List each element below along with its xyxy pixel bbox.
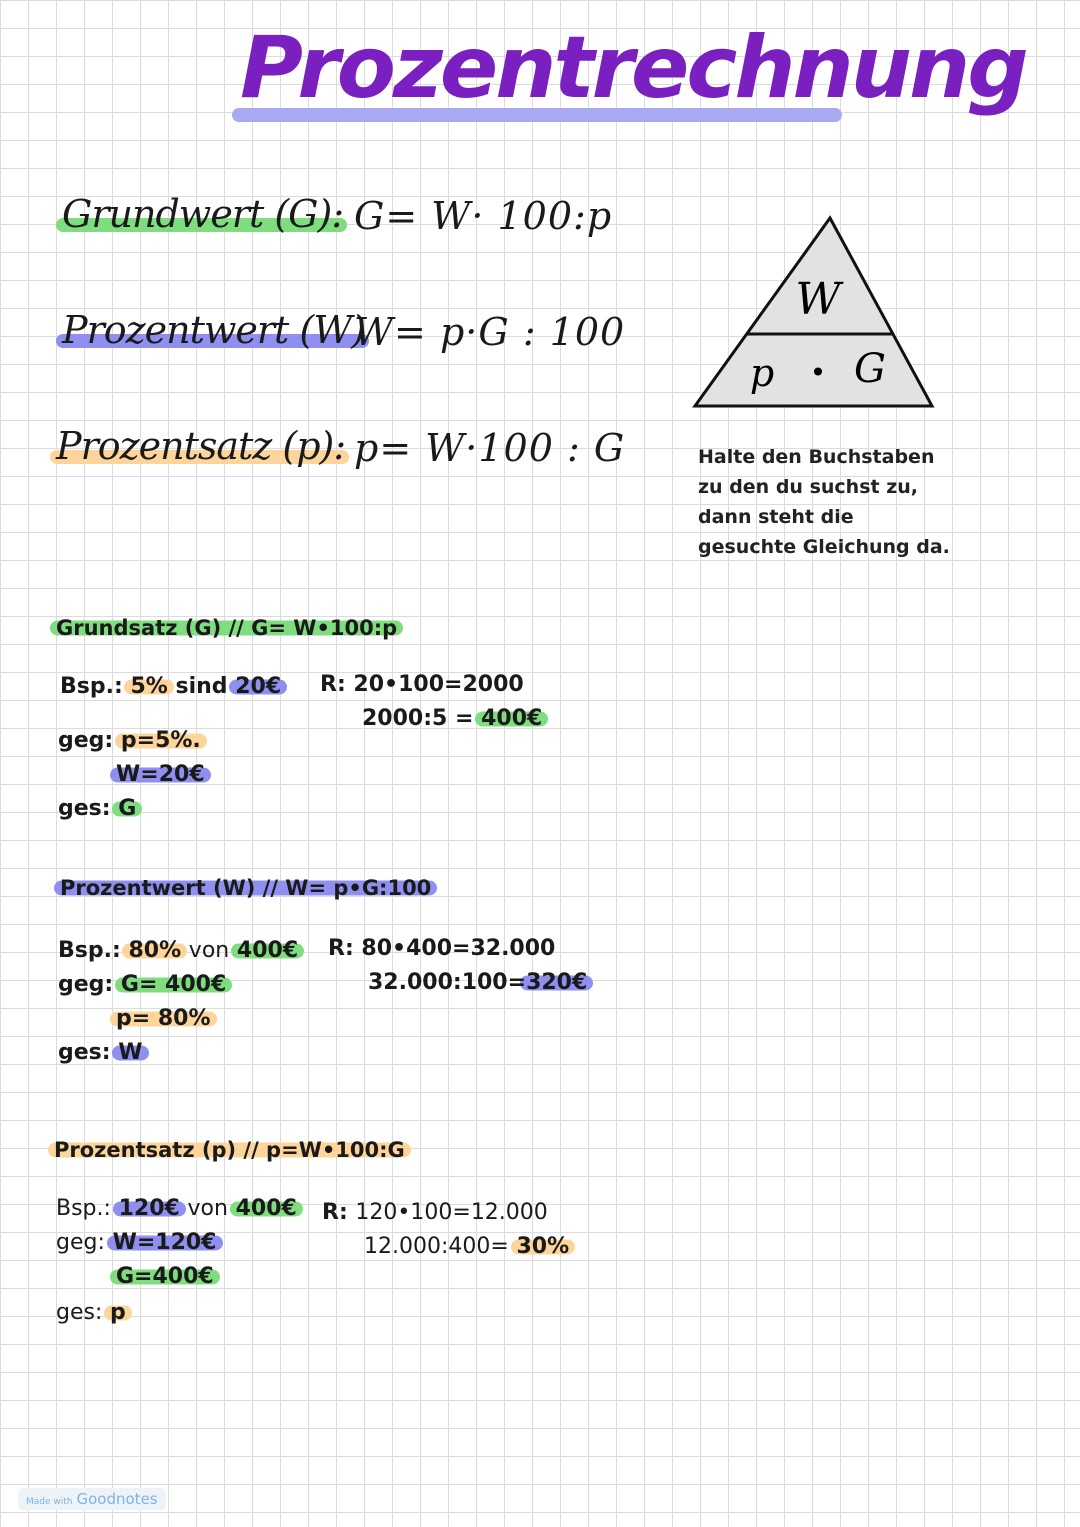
- example-line-grundsatz: Bsp.: 5% sind 20€: [60, 674, 282, 699]
- triangle-top-letter: W: [795, 274, 841, 325]
- section-heading-grundsatz: Grundsatz (G) // G= W•100:p: [56, 616, 398, 640]
- given-line-2-prozentsatz: G=400€: [116, 1264, 214, 1289]
- formula-triangle: [690, 210, 940, 415]
- calculation-line-1-prozentsatz: R: 120•100=12.000: [322, 1200, 548, 1225]
- calculation-line-1-prozentwert: R: 80•400=32.000: [328, 936, 556, 961]
- given-line-1-prozentsatz: geg: W=120€: [56, 1230, 217, 1255]
- hint-text: Halte den Buchstaben zu den du suchst zu, dann steht die gesuchte Gleichung da.: [698, 446, 950, 558]
- triangle-bottom-right-letter: G: [854, 346, 886, 392]
- calculation-line-1-grundsatz: R: 20•100=2000: [320, 672, 524, 697]
- definition-label-grundwert: Grundwert (G):: [62, 192, 343, 236]
- section-heading-prozentwert: Prozentwert (W) // W= p•G:100: [60, 876, 432, 900]
- page-title: Prozentrechnung: [240, 18, 1026, 118]
- section-heading-prozentsatz: Prozentsatz (p) // p=W•100:G: [54, 1138, 405, 1162]
- example-line-prozentsatz: Bsp.: 120€ von 400€: [56, 1196, 297, 1221]
- sought-line-prozentsatz: ges: p: [56, 1300, 126, 1325]
- definition-label-prozentwert: Prozentwert (W): [62, 308, 365, 352]
- given-line-2-prozentwert: p= 80%: [116, 1006, 211, 1031]
- formula-prozentwert: W= p·G : 100: [354, 310, 626, 354]
- definition-label-prozentsatz: Prozentsatz (p):: [56, 424, 345, 468]
- sought-line-prozentwert: ges: W: [58, 1040, 143, 1065]
- goodnotes-badge: Made with Goodnotes: [18, 1488, 166, 1510]
- calculation-line-2-grundsatz: 2000:5 = 400€: [362, 706, 543, 731]
- formula-prozentsatz: p= W·100 : G: [354, 426, 626, 470]
- calculation-line-2-prozentwert: 32.000:100=320€: [368, 970, 588, 995]
- triangle-bottom-left-letter: p: [749, 351, 775, 395]
- calculation-line-2-prozentsatz: 12.000:400= 30%: [364, 1234, 570, 1259]
- given-line-2-grundsatz: W=20€: [116, 762, 205, 787]
- sought-line-grundsatz: ges: G: [58, 796, 137, 821]
- example-line-prozentwert: Bsp.: 80% von 400€: [58, 938, 299, 963]
- given-line-1-prozentwert: geg: G= 400€: [58, 972, 227, 997]
- triangle-operator: •: [809, 356, 827, 389]
- formula-grundwert: G= W· 100:p: [354, 194, 613, 238]
- given-line-1-grundsatz: geg: p=5%.: [58, 728, 201, 753]
